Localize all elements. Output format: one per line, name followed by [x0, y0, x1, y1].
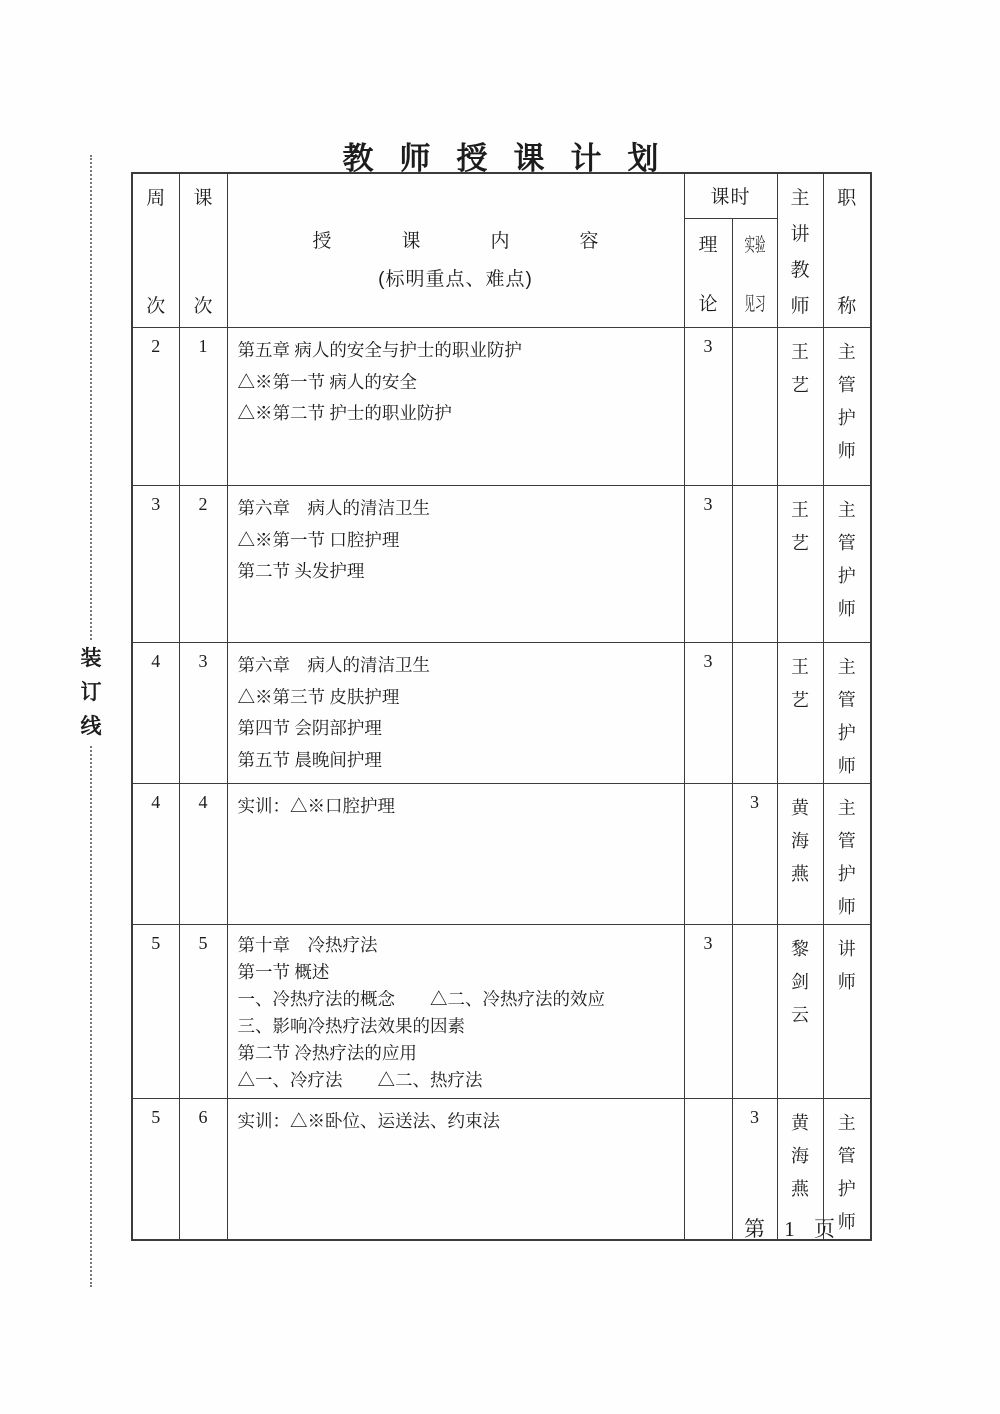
week-cell: 3 [132, 486, 179, 643]
header-week: 周 次 [132, 173, 179, 328]
content-cell: 第六章 病人的清洁卫生 △※第一节 口腔护理 第二节 头发护理 [227, 486, 684, 643]
practice-header-line2: 见习 [744, 293, 765, 315]
lesson-cell: 2 [179, 486, 227, 643]
practice-hours-cell: 3 [732, 784, 777, 925]
content-cell: 第十章 冷热疗法 第一节 概述 一、冷热疗法的概念 △二、冷热疗法的效应 三、影响冷热疗法效果的因素 第二节 冷热疗法的应用 △一、冷疗法 △二、热疗法 [227, 925, 684, 1099]
teacher-cell: 黄 海 燕 [777, 784, 823, 925]
table-row [132, 328, 871, 486]
lesson-cell: 5 [179, 925, 227, 1099]
rank-cell: 主 管 护 师 [823, 328, 871, 486]
theory-hours-cell [684, 784, 732, 925]
table-row [132, 925, 871, 1099]
week-cell: 5 [132, 925, 179, 1099]
content-cell: 第五章 病人的安全与护士的职业防护 △※第一节 病人的安全 △※第二节 护士的职业防护 [227, 328, 684, 486]
page-title: 教师授课计划 [342, 141, 685, 176]
binding-label: 装 订 线 [76, 642, 106, 744]
header-rank: 职 称 [823, 173, 871, 328]
teacher-cell: 王 艺 [777, 486, 823, 643]
lesson-cell: 6 [179, 1099, 227, 1241]
week-cell: 5 [132, 1099, 179, 1241]
content-cell: 实训：△※口腔护理 [227, 784, 684, 925]
table-header [132, 173, 871, 328]
theory-hours-cell: 3 [684, 328, 732, 486]
rank-cell: 主 管 护 师 [823, 784, 871, 925]
theory-hours-cell: 3 [684, 643, 732, 784]
lesson-cell: 3 [179, 643, 227, 784]
page-number-label: 第 1 页 [744, 1217, 842, 1241]
header-lesson: 课 次 [179, 173, 227, 328]
table-row [132, 784, 871, 925]
content-header-subtitle: (标明重点、难点) [378, 269, 533, 290]
content-cell: 第六章 病人的清洁卫生 △※第三节 皮肤护理 第四节 会阴部护理 第五节 晨晚间护理 [227, 643, 684, 784]
lesson-cell: 1 [179, 328, 227, 486]
page-number [744, 1213, 842, 1243]
practice-hours-cell [732, 925, 777, 1099]
rank-cell: 主 管 护 师 [823, 1099, 871, 1241]
rank-cell: 主 管 护 师 [823, 643, 871, 784]
practice-hours-cell: 3 [732, 1099, 777, 1241]
practice-header-line1: 实验 [744, 234, 765, 256]
rank-cell: 讲 师 [823, 925, 871, 1099]
week-cell: 4 [132, 784, 179, 925]
theory-hours-cell [684, 1099, 732, 1241]
teacher-cell: 王 艺 [777, 328, 823, 486]
theory-hours-cell: 3 [684, 486, 732, 643]
table-body [132, 328, 871, 1241]
header-theory-hours: 理 论 [684, 218, 732, 327]
header-content [227, 173, 684, 328]
table-row [132, 643, 871, 784]
teaching-plan-table [131, 172, 872, 1241]
practice-hours-cell [732, 486, 777, 643]
content-cell: 实训：△※卧位、运送法、约束法 [227, 1099, 684, 1241]
teacher-cell: 黄 海 燕 [777, 1099, 823, 1241]
practice-hours-cell [732, 328, 777, 486]
header-teacher: 主 讲 教 师 [777, 173, 823, 328]
table-row [132, 486, 871, 643]
week-cell: 2 [132, 328, 179, 486]
teacher-cell: 王 艺 [777, 643, 823, 784]
theory-hours-cell: 3 [684, 925, 732, 1099]
content-header-title: 授课内容 [312, 231, 669, 252]
lesson-cell: 4 [179, 784, 227, 925]
week-cell: 4 [132, 643, 179, 784]
teacher-cell: 黎 剑 云 [777, 925, 823, 1099]
rank-cell: 主 管 护 师 [823, 486, 871, 643]
header-hours: 课时 [684, 173, 777, 218]
practice-hours-cell [732, 643, 777, 784]
header-practice-hours [732, 218, 777, 327]
